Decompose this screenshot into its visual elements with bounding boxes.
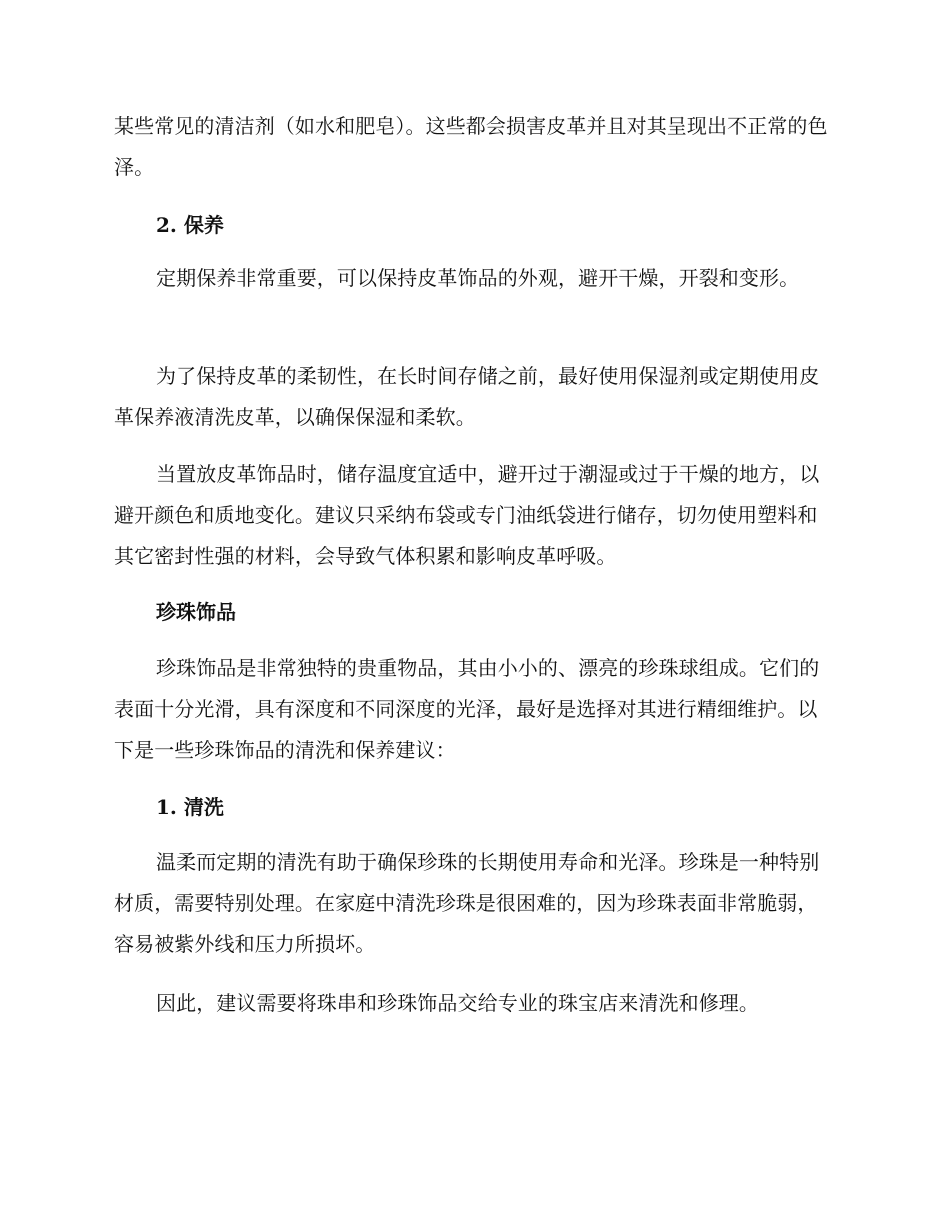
paragraph-cleaners-warning: 某些常见的清洁剂（如水和肥皂）。这些都会损害皮革并且对其呈现出不正常的色泽。 [114, 114, 828, 179]
paragraph-professional-service: 因此，建议需要将珠串和珍珠饰品交给专业的珠宝店来清洗和修理。 [156, 991, 759, 1015]
heading-care: 2. 保养 [156, 213, 224, 237]
heading-cleaning: 1. 清洗 [156, 795, 224, 819]
paragraph-moisturize: 为了保持皮革的柔韧性，在长时间存储之前，最好使用保湿剂或定期使用皮革保养液清洗皮革，以确保保湿和柔软。 [114, 364, 820, 429]
paragraph-storage: 当置放皮革饰品时，储存温度宜适中，避开过于潮湿或过于干燥的地方，以避开颜色和质地变化。建议只采纳布袋或专门油纸袋进行储存，切勿使用塑料和其它密封性强的材料，会导致气体积累和影响皮革呼吸。 [114, 462, 820, 568]
paragraph-regular-care: 定期保养非常重要，可以保持皮革饰品的外观，避开干燥，开裂和变形。 [156, 266, 800, 290]
heading-pearl-jewelry: 珍珠饰品 [156, 600, 236, 624]
paragraph-pearl-cleaning: 温柔而定期的清洗有助于确保珍珠的长期使用寿命和光泽。珍珠是一种特别材质，需要特别处理。在家庭中清洗珍珠是很困难的，因为珍珠表面非常脆弱，容易被紫外线和压力所损坏。 [114, 850, 820, 956]
paragraph-pearl-intro: 珍珠饰品是非常独特的贵重物品，其由小小的、漂亮的珍珠球组成。它们的表面十分光滑，具有深度和不同深度的光泽，最好是选择对其进行精细维护。以下是一些珍珠饰品的清洗和保养建议： [114, 656, 820, 762]
